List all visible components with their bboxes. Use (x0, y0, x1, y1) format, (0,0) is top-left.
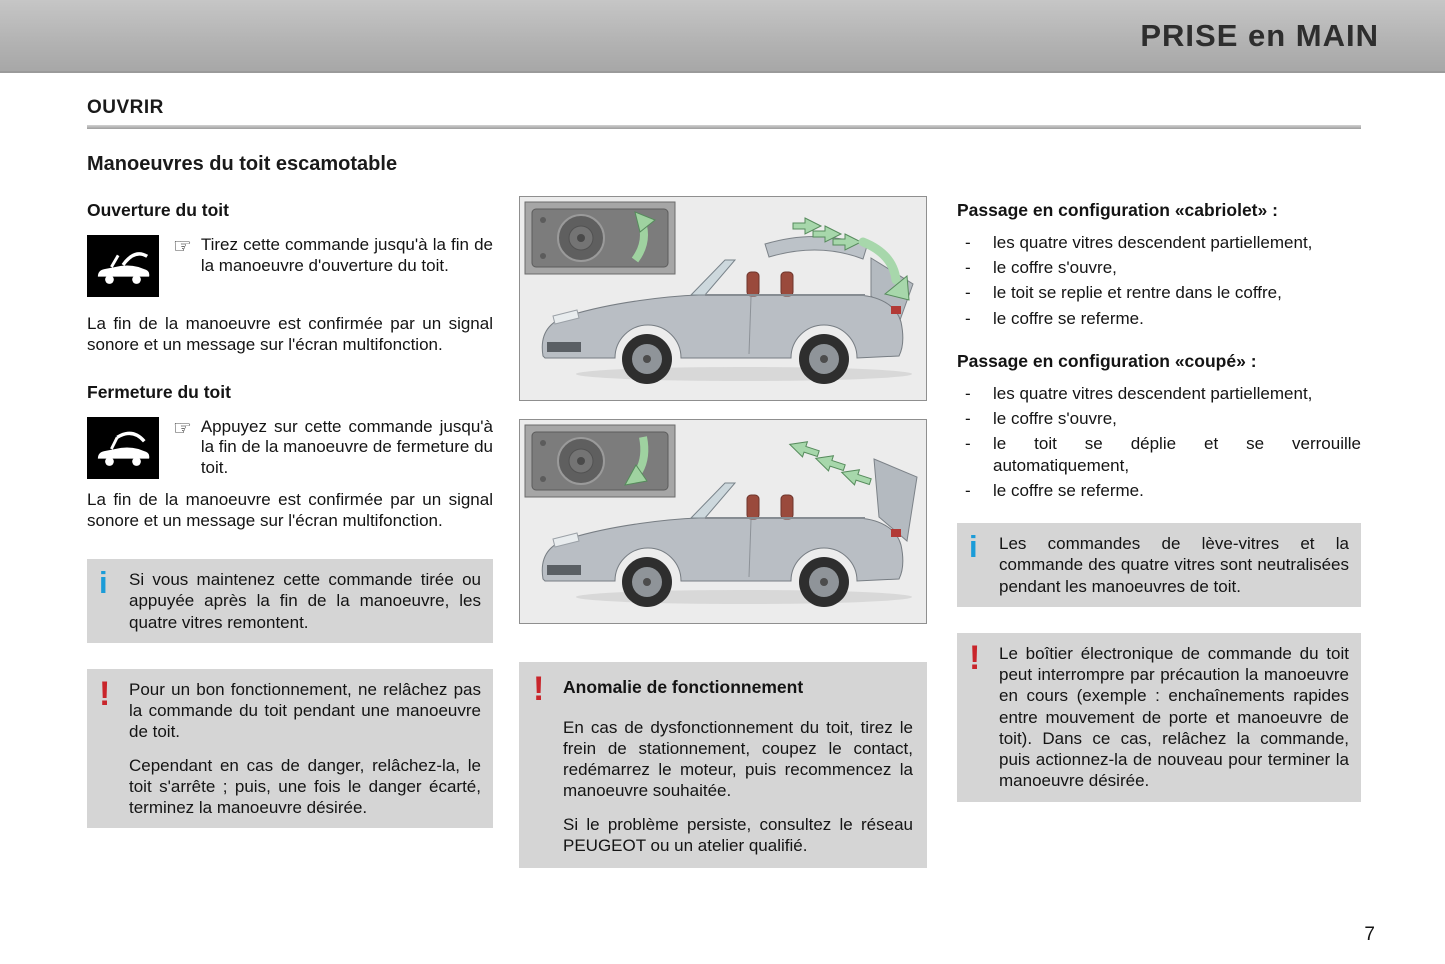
roof-open-icon (87, 235, 159, 297)
anomaly-text-1: En cas de dysfonctionnement du toit, tirez le frein de stationnement, coupez le contact, redémarrez le moteur, puis recommencez la manoeuvre souhaitée. (563, 717, 913, 801)
closing-title: Fermeture du toit (87, 381, 231, 402)
coupe-config-list (957, 383, 1361, 501)
opening-title: Ouverture du toit (87, 200, 229, 220)
roof-opening-illustration (519, 196, 927, 401)
list-item: - le toit se déplie et se verrouille automatiquement, (957, 433, 1361, 476)
page-content (0, 97, 1445, 868)
anomaly-text-2: Si le problème persiste, consultez le réseau PEUGEOT ou un atelier qualifié. (563, 814, 913, 855)
right-warning-note-text: Le boîtier électronique de commande du toit peut interrompre par précaution la manoeuvre en cours (exemple : enchaînements rapides entre mouvement de porte et manoeuvre de toit). Dans ce cas, relâchez la commande, puis actionnez-la de nouveau pour terminer la manoeuvre désirée. (999, 643, 1349, 791)
left-warning-note-body (129, 679, 481, 819)
right-info-note-text: Les commandes de lève-vitres et la commande des quatre vitres sont neutralisées pendant les manoeuvres de toit. (999, 534, 1349, 596)
left-info-note (87, 559, 493, 643)
closing-instruction (173, 417, 493, 479)
opening-command-row (87, 235, 493, 297)
section-title: OUVRIR (87, 97, 164, 118)
cabriolet-config-list (957, 232, 1361, 329)
opening-instruction (173, 235, 493, 297)
page-number: 7 (1364, 924, 1375, 945)
left-warning-text-2: Cependant en cas de danger, relâchez-la, le toit s'arrête ; puis, une fois le danger écarté, terminez la manoeuvre désirée. (129, 755, 481, 818)
right-warning-note (957, 633, 1361, 802)
list-item: - les quatre vitres descendent partiellement, (957, 383, 1361, 404)
list-item: - le coffre se referme. (957, 480, 1361, 501)
opening-instruction-text: Tirez cette commande jusqu'à la fin de la manoeuvre d'ouverture du toit. (200, 235, 493, 275)
roof-switch-inset (525, 425, 675, 497)
chapter-title: PRISE en MAIN (1140, 17, 1379, 53)
right-info-note-body (999, 533, 1349, 597)
roof-close-icon (87, 417, 159, 479)
opening-confirmation-text: La fin de la manoeuvre est confirmée par un signal sonore et un message sur l'écran multifonction. (87, 314, 493, 355)
three-column-layout (87, 196, 1361, 868)
anomaly-note (519, 662, 927, 868)
anomaly-title: Anomalie de fonctionnement (563, 677, 804, 697)
right-column (957, 196, 1361, 868)
pointer-hand-icon: ☞ (173, 235, 192, 258)
list-item: - les quatre vitres descendent partiellement, (957, 232, 1361, 253)
pointer-hand-icon: ☞ (173, 416, 192, 440)
roof-switch-inset (525, 202, 675, 274)
section-divider (87, 125, 1361, 129)
cabriolet-config-title: Passage en configuration «cabriolet» : (957, 200, 1278, 220)
list-item: - le coffre se referme. (957, 308, 1361, 329)
left-warning-note (87, 669, 493, 829)
anomaly-note-header (533, 670, 913, 708)
coupe-config-title: Passage en configuration «coupé» : (957, 350, 1257, 371)
list-item: - le coffre s'ouvre, (957, 257, 1361, 278)
center-column (519, 196, 927, 868)
left-warning-text-1: Pour un bon fonctionnement, ne relâchez pas la commande du toit pendant une manoeuvre de toit. (129, 679, 481, 742)
warning-icon: ! (969, 638, 981, 677)
left-info-note-text: Si vous maintenez cette commande tirée ou appuyée après la fin de la manoeuvre, les quatre vitres remontent. (129, 570, 481, 632)
left-column (87, 196, 493, 868)
list-item: - le toit se replie et rentre dans le coffre, (957, 282, 1361, 303)
closing-command-row (87, 417, 493, 479)
right-info-note (957, 523, 1361, 607)
roof-closing-illustration (519, 419, 927, 624)
left-info-note-body (129, 569, 481, 633)
closing-confirmation-text: La fin de la manoeuvre est confirmée par un signal sonore et un message sur l'écran multifonction. (87, 489, 493, 530)
info-icon: i (969, 529, 978, 564)
page-header (0, 0, 1445, 73)
info-icon: i (99, 565, 108, 601)
warning-icon: ! (533, 670, 545, 708)
page-title: Manoeuvres du toit escamotable (87, 153, 398, 175)
right-warning-note-body (999, 643, 1349, 792)
warning-icon: ! (99, 674, 111, 713)
closing-instruction-text: Appuyez sur cette commande jusqu'à la fin de la manoeuvre de fermeture du toit. (200, 416, 493, 477)
list-item: - le coffre s'ouvre, (957, 408, 1361, 429)
